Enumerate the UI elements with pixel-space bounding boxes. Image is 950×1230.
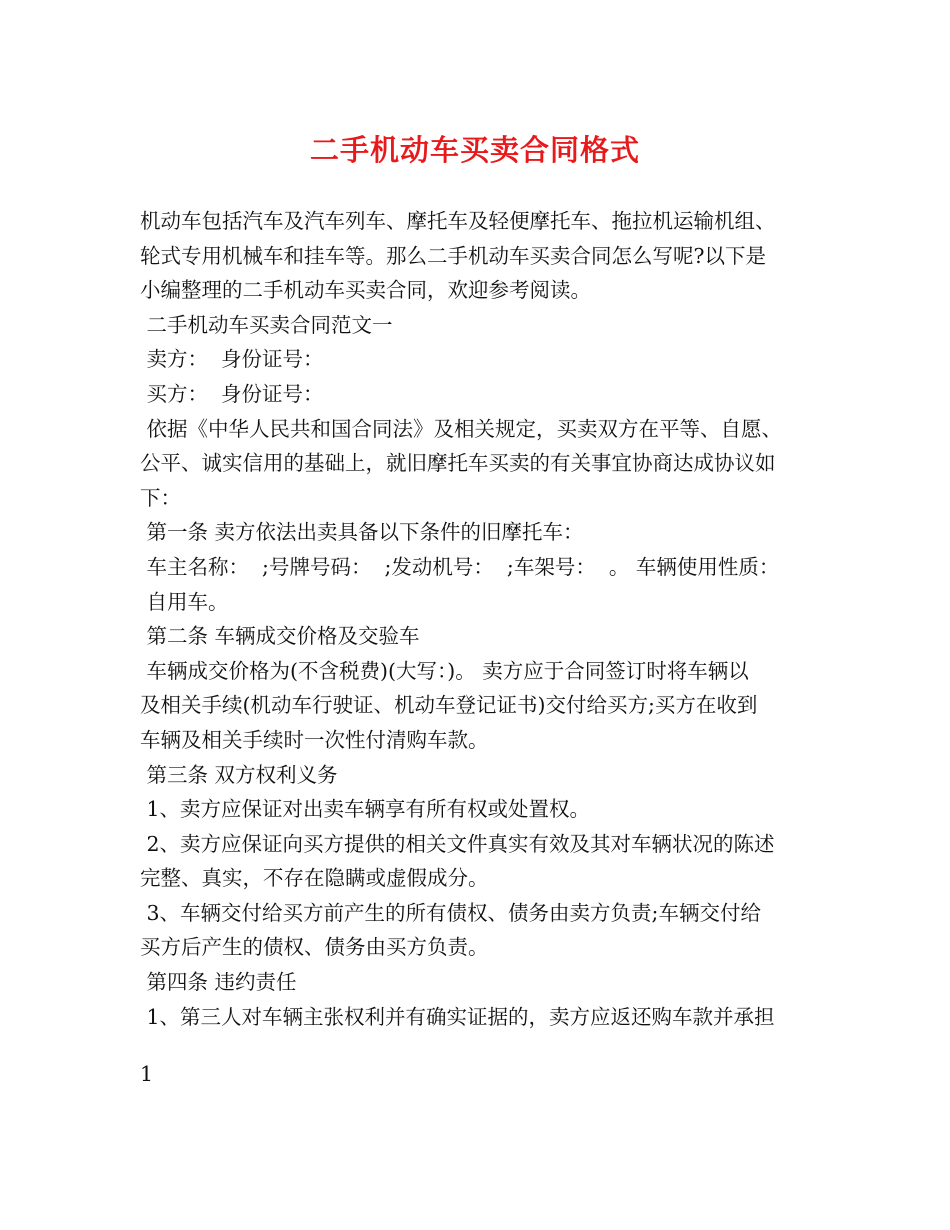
body-line: 买方后产生的债权、债务由买方负责。	[140, 935, 489, 960]
body-line: 轮式专用机械车和挂车等。那么二手机动车买卖合同怎么写呢?以下是	[140, 243, 766, 268]
body-line: 1、卖方应保证对出卖车辆享有所有权或处置权。	[140, 797, 591, 822]
body-line: 依据《中华人民共和国合同法》及相关规定，买卖双方在平等、自愿、	[140, 416, 783, 441]
article-heading: 第一条 卖方依法出卖具备以下条件的旧摩托车：	[140, 520, 584, 545]
buyer-field: 买方： 身份证号：	[140, 381, 324, 406]
body-line: 1、第三人对车辆主张权利并有确实证据的，卖方应返还购车款并承担	[140, 1004, 775, 1029]
page-number: 1	[140, 1062, 154, 1086]
body-line: 公平、诚实信用的基础上，就旧摩托车买卖的有关事宜协商达成协议如	[140, 451, 776, 476]
body-line: 下：	[140, 485, 181, 510]
body-line: 机动车包括汽车及汽车列车、摩托车及轻便摩托车、拖拉机运输机组、	[140, 209, 776, 233]
body-line: 3、车辆交付给买方前产生的所有债权、债务由卖方负责;车辆交付给	[140, 900, 761, 925]
document-title: 二手机动车买卖合同格式	[309, 133, 640, 167]
document-body	[140, 204, 830, 1034]
body-line: 车辆及相关手续时一次性付清购车款。	[140, 727, 489, 752]
article-heading: 第四条 违约责任	[140, 970, 297, 995]
article-heading: 第二条 车辆成交价格及交验车	[140, 624, 420, 649]
body-line: 及相关手续(机动车行驶证、机动车登记证书)交付给买方;买方在收到	[140, 693, 758, 718]
body-line: 完整、真实，不存在隐瞒或虚假成分。	[140, 866, 489, 891]
body-line: 车主名称： ;号牌号码： ;发动机号： ;车架号： 。 车辆使用性质：	[140, 554, 780, 579]
body-line: 自用车。	[140, 589, 229, 614]
body-line: 2、卖方应保证向买方提供的相关文件真实有效及其对车辆状况的陈述	[140, 831, 775, 856]
body-line: 车辆成交价格为(不含税费)(大写：)。 卖方应于合同签订时将车辆以	[140, 658, 749, 683]
body-line: 小编整理的二手机动车买卖合同，欢迎参考阅读。	[140, 278, 591, 303]
section-heading: 二手机动车买卖合同范文一	[140, 312, 393, 337]
seller-field: 卖方： 身份证号：	[140, 347, 324, 372]
article-heading: 第三条 双方权利义务	[140, 762, 338, 787]
